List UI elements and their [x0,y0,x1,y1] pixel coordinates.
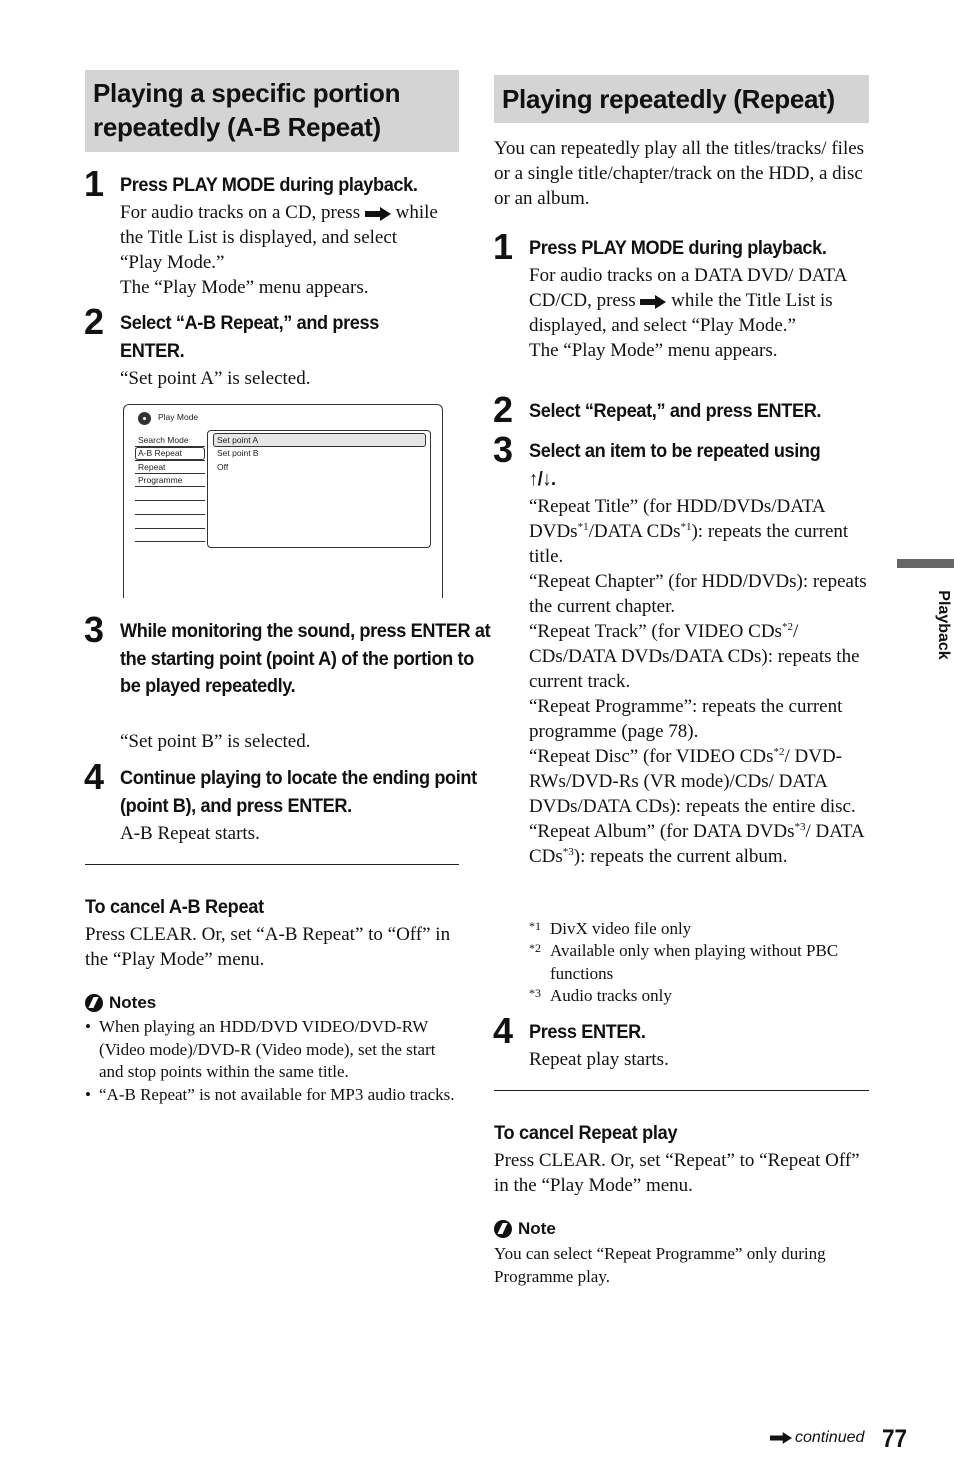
screen-menu-item: Repeat [138,462,166,472]
screen-divider [135,528,205,529]
cancel-repeat-body: Press CLEAR. Or, set “Repeat” to “Repeat Off” in the “Play Mode” menu. [494,1150,860,1196]
step-number: 2 [493,389,514,430]
disc-icon [138,412,151,425]
step-body: Repeat play starts. [529,1049,669,1070]
screen-menu-item: Search Mode [138,435,189,445]
repeat-album-text: “Repeat Album” (for DATA DVDs [529,821,795,842]
side-tab-label: Playback [935,590,952,660]
note-icon [494,1220,512,1238]
cancel-ab-body: Press CLEAR. Or, set “A-B Repeat” to “Off” in the “Play Mode” menu. [85,924,451,970]
footnote-mark: *3 [794,821,806,833]
step-number: 1 [493,226,514,267]
repeat-album-text: ): repeats the current album. [573,846,788,867]
step-title: Press ENTER. [529,1021,646,1043]
screen-divider [135,541,205,542]
play-mode-screen [123,404,443,598]
repeat-title-text: “Repeat Title” (for HDD/DVDs/DATA DVDs [529,496,825,542]
right-arrow-icon [770,1432,792,1444]
footnote-mark: *1 [529,919,541,933]
screen-option: Set point A [217,435,259,445]
footnote-mark: *2 [781,621,793,633]
note-item: • When playing an HDD/DVD VIDEO/DVD-RW (Video mode)/DVD-R (Video mode), set the start and stop points within the same title. [85,1016,459,1084]
step-body [120,200,440,300]
repeat-disc-text: “Repeat Disc” (for VIDEO CDs [529,746,774,767]
step-body-text: while the Title List is displayed, and select “Play Mode.” [120,202,438,273]
step-number: 2 [84,301,105,342]
footnote-text: Available only when playing without PBC functions [550,941,839,983]
footnote-mark: *3 [529,986,541,1000]
footnote-mark: *2 [529,941,541,955]
section-heading-repeat: Playing repeatedly (Repeat) [494,75,869,123]
notes-title: Notes [109,993,157,1012]
step-title: Continue playing to locate the ending point (point B), and press ENTER. [120,767,477,817]
footnote-mark: *1 [680,521,692,533]
step-body: “Set point A” is selected. [120,368,311,389]
footnote-mark: *1 [577,521,589,533]
step-body-result: The “Play Mode” menu appears. [529,340,778,361]
repeat-options [529,494,874,869]
step-body-result: The “Play Mode” menu appears. [120,277,369,298]
step-body: “Set point B” is selected. [120,731,311,752]
footnote-mark: *3 [562,846,574,858]
step-title: While monitoring the sound, press ENTER at the starting point (point A) of the portion to be played repeatedly. [120,620,491,697]
repeat-album-text: / DATA CDs [529,821,864,867]
screen-divider [135,460,205,461]
step-number: 4 [493,1010,514,1051]
screen-divider [135,500,205,501]
side-tab-bar [897,559,954,568]
section-heading-ab-repeat: Playing a specific portion repeatedly (A-B Repeat) [85,70,459,152]
screen-option: Off [217,462,229,472]
right-arrow-icon [640,295,666,309]
step-title: Press PLAY MODE during playback. [120,174,418,196]
notes-heading [85,992,156,1014]
step-title-text: Select an item to be repeated using [529,440,821,462]
note-heading [494,1218,556,1240]
note-title: Note [518,1219,556,1238]
step-number: 1 [84,163,105,204]
step-title [529,438,902,493]
repeat-track-text: “Repeat Track” (for VIDEO CDs [529,621,782,642]
repeat-programme-text: “Repeat Programme”: repeats the current programme (page 78). [529,696,843,742]
step-number: 3 [493,429,514,470]
footnote-text: DivX video file only [550,919,692,938]
right-arrow-icon [365,207,391,221]
screen-title: Play Mode [158,412,199,422]
section-divider [85,864,459,865]
step-body: A-B Repeat starts. [120,823,260,844]
note-body: You can select “Repeat Programme” only during Programme play. [494,1244,826,1286]
step-title: Select “A-B Repeat,” and press ENTER. [120,312,379,362]
page-number: 77 [882,1425,908,1453]
repeat-intro: You can repeatedly play all the titles/tracks/ files or a single title/chapter/track on the HDD, a disc or an album. [494,138,865,209]
cancel-ab-title: To cancel A-B Repeat [85,896,264,918]
step-body [529,263,869,363]
step-body-text: while the Title List is displayed, and select “Play Mode.” [529,290,833,336]
screen-divider [135,486,205,487]
footnote-mark: *2 [773,746,785,758]
note-icon [85,994,103,1012]
screen-menu-item: Programme [138,475,183,485]
continued-text: continued [795,1429,865,1446]
repeat-title-text: ): repeats the current title. [529,521,849,567]
repeat-title-text: /DATA CDs [588,521,681,542]
repeat-track-text: / CDs/DATA DVDs/DATA CDs): repeats the current track. [529,621,860,692]
screen-divider [135,514,205,515]
step-title: Press PLAY MODE during playback. [529,237,827,259]
repeat-disc-text: / DVD-RWs/DVD-Rs (VR mode)/CDs/ DATA DVDs/DATA CDs): repeats the entire disc. [529,746,856,817]
cancel-repeat-title: To cancel Repeat play [494,1122,678,1144]
repeat-chapter-text: “Repeat Chapter” (for HDD/DVDs): repeats the current chapter. [529,571,867,617]
section-divider [494,1090,869,1091]
continued-indicator [770,1428,864,1448]
screen-option: Set point B [217,448,259,458]
step-number: 4 [84,756,105,797]
screen-divider [135,473,205,474]
step-title: Select “Repeat,” and press ENTER. [529,400,822,422]
up-down-arrow-icon: ↑/↓. [529,467,556,490]
note-item: • “A-B Repeat” is not available for MP3 audio tracks. [85,1084,459,1107]
step-body-text: For audio tracks on a CD, press [120,202,361,223]
notes-list [85,1016,459,1106]
step-number: 3 [84,609,105,650]
footnote-text: Audio tracks only [550,986,672,1005]
step-body-text: For audio tracks on a DATA DVD/ DATA CD/CD, press [529,265,847,311]
screen-menu-item: A-B Repeat [138,448,182,458]
